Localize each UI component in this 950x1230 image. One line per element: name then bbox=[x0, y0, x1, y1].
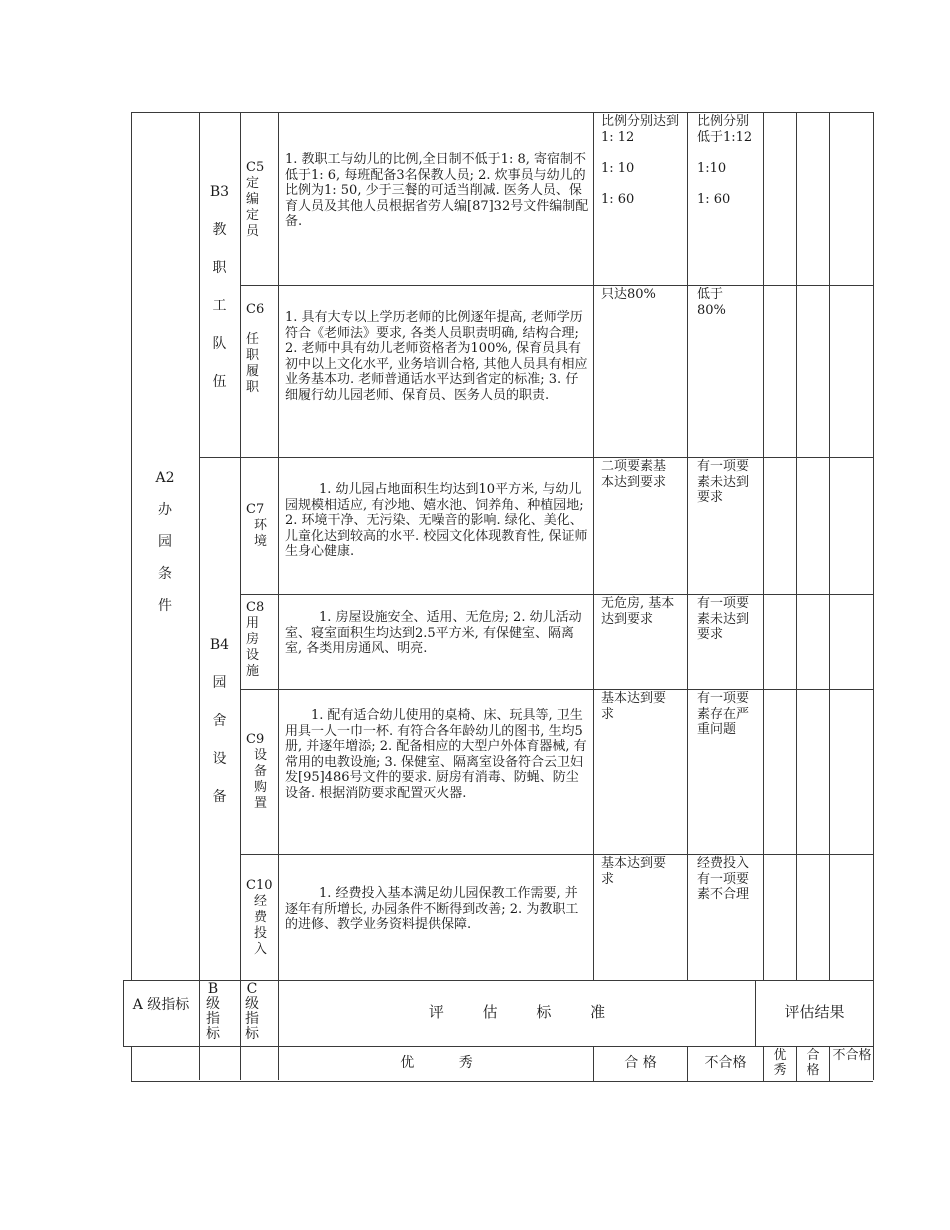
table-border bbox=[131, 1081, 873, 1082]
standard-header: 评 估 标 准 bbox=[428, 1003, 606, 1021]
c-code: C8 bbox=[246, 600, 265, 615]
table-border bbox=[131, 112, 873, 113]
table-border bbox=[131, 1046, 132, 1081]
a-level-header: A 级指标 bbox=[132, 997, 190, 1013]
excellent-criteria: 1. 幼儿园占地面积生均达到10平方米, 与幼儿园规模相适应, 有沙地、嬉水池、饲养角、种植园地; 2. 环境干净、无污染、无噪音的影响. 绿化、美化、儿童化达到较高的水平. 校园文化体现教育性, 保证师生身心健康. bbox=[285, 482, 588, 559]
excellent-criteria: 1. 具有大专以上学历老师的比例逐年提高, 老师学历符合《老师法》要求, 各类人员职责明确, 结构合理; 2. 老师中具有幼儿老师资格者为100%, 保育员具有初中以上文化水平, 业务培训合格, 其他人员具有相应业务基本功. 老师普通话水平达到省定的标准; 3. 仔细履行幼儿园老师、保育员、医务人员的职责. bbox=[285, 310, 588, 403]
c-code: C7 bbox=[246, 502, 265, 517]
pass-criteria: 二项要素基本达到要求 bbox=[601, 459, 667, 490]
fail-criteria: 有一项要素未达到要求 bbox=[697, 596, 750, 642]
table-border bbox=[829, 112, 830, 980]
b3-char: 队 bbox=[212, 336, 227, 352]
table-border bbox=[240, 594, 873, 595]
fail-criteria: 有一项要素存在严重问题 bbox=[697, 691, 750, 737]
a2-char: 件 bbox=[158, 598, 172, 614]
result-pass-header: 合格 bbox=[806, 1048, 820, 1078]
a2-char: 办 bbox=[158, 502, 172, 518]
c-code: C6 bbox=[246, 302, 265, 317]
c-indicator bbox=[242, 732, 276, 812]
table-border bbox=[763, 112, 764, 980]
b4-char: 设 bbox=[212, 751, 227, 767]
b4-indicator bbox=[199, 626, 240, 816]
result-fail-header: 不合格 bbox=[832, 1048, 872, 1063]
pass-criteria: 基本达到要求 bbox=[601, 691, 667, 722]
pass-criteria: 只达80% bbox=[601, 287, 656, 302]
c-name: 任职履职 bbox=[246, 332, 260, 395]
fail-header: 不合格 bbox=[704, 1055, 747, 1071]
c-name: 环境 bbox=[254, 518, 268, 549]
c-code: C9 bbox=[246, 732, 265, 747]
c-level-header: C级指标 bbox=[245, 981, 259, 1042]
pass-criteria: 比例分别达到1: 12 1: 10 1: 60 bbox=[601, 114, 680, 207]
a2-indicator bbox=[131, 462, 199, 622]
c-name: 经费投入 bbox=[254, 894, 268, 957]
table-border bbox=[240, 112, 241, 1080]
table-border bbox=[240, 689, 873, 690]
table-border bbox=[123, 1046, 278, 1047]
a2-code: A2 bbox=[155, 470, 175, 486]
fail-criteria: 有一项要素未达到要求 bbox=[697, 459, 750, 505]
c-code: C10 bbox=[246, 878, 273, 893]
pass-criteria: 基本达到要求 bbox=[601, 856, 667, 887]
table-border bbox=[278, 112, 279, 1080]
a2-char: 园 bbox=[158, 534, 172, 550]
fail-criteria: 经费投入有一项要素不合理 bbox=[697, 856, 750, 902]
b3-char: 工 bbox=[212, 298, 227, 314]
excellent-criteria: 1. 经费投入基本满足幼儿园保教工作需要, 并逐年有所增长, 办园条件不断得到改善; 2. 为教职工的进修、教学业务资料提供保障. bbox=[285, 886, 579, 932]
b4-char: 舍 bbox=[212, 713, 227, 729]
b3-char: 伍 bbox=[212, 374, 227, 390]
c-indicator bbox=[242, 160, 276, 240]
c-code: C5 bbox=[246, 160, 265, 175]
a2-char: 条 bbox=[158, 566, 172, 582]
b3-indicator bbox=[199, 173, 240, 401]
c-indicator bbox=[242, 600, 276, 680]
table-border bbox=[240, 854, 873, 855]
c-name: 设备购置 bbox=[254, 748, 268, 811]
b4-code: B4 bbox=[209, 637, 230, 653]
table-border bbox=[278, 1046, 873, 1047]
table-border bbox=[796, 1046, 797, 1081]
table-border bbox=[123, 980, 873, 981]
pass-header: 合 格 bbox=[624, 1055, 657, 1071]
pass-criteria: 无危房, 基本达到要求 bbox=[601, 596, 675, 627]
excellent-criteria: 1. 配有适合幼儿使用的桌椅、床、玩具等, 卫生用具一人一巾一杯. 有符合各年龄幼儿的图书, 生均5册, 并逐年增添; 2. 配备相应的大型户外体育器械, 有常用的电教设施; 3. 保健室、隔离室设备符合云卫妇发[95]486号文件的要求. 厨房有消毒、防蝇、防尘设备. 根据消防要求配置灭火器. bbox=[285, 708, 587, 801]
table-border bbox=[796, 112, 797, 980]
table-border bbox=[829, 1046, 830, 1081]
c-indicator bbox=[242, 502, 276, 550]
b4-char: 园 bbox=[212, 675, 227, 691]
b3-char: 教 bbox=[212, 222, 227, 238]
table-border bbox=[687, 112, 688, 980]
table-border bbox=[240, 285, 873, 286]
c-indicator bbox=[242, 302, 276, 396]
c-name: 定编定员 bbox=[246, 176, 260, 239]
excellent-criteria: 1. 房屋设施安全、适用、无危房; 2. 幼儿活动室、寝室面积生均达到2.5平方米, 有保健室、隔离室, 各类用房通风、明亮. bbox=[285, 610, 582, 656]
b4-char: 备 bbox=[212, 789, 227, 805]
table-border bbox=[593, 112, 594, 980]
c-name: 用房设施 bbox=[246, 616, 260, 679]
table-border bbox=[199, 457, 873, 458]
fail-criteria: 比例分别低于1:12 1:10 1: 60 bbox=[697, 114, 753, 207]
result-header: 评估结果 bbox=[784, 1003, 845, 1021]
b3-code: B3 bbox=[209, 184, 230, 200]
excellent-criteria: 1. 教职工与幼儿的比例,全日制不低于1: 8, 寄宿制不低于1: 6, 每班配备3名保教人员; 2. 炊事员与幼儿的比例为1: 50, 少于三餐的可适当削减. 医务人员、保育人员及其他人员根据省劳人编[87]32号文件编制配备. bbox=[285, 152, 589, 229]
table-border bbox=[873, 112, 874, 1080]
b3-char: 职 bbox=[212, 260, 227, 276]
result-excellent-header: 优秀 bbox=[773, 1048, 787, 1078]
b-level-header: B级指标 bbox=[206, 981, 220, 1042]
c-indicator bbox=[242, 878, 276, 958]
table-border bbox=[123, 980, 124, 1046]
table-border bbox=[763, 1046, 764, 1081]
excellent-header: 优 秀 bbox=[400, 1055, 473, 1071]
fail-criteria: 低于80% bbox=[697, 287, 726, 318]
